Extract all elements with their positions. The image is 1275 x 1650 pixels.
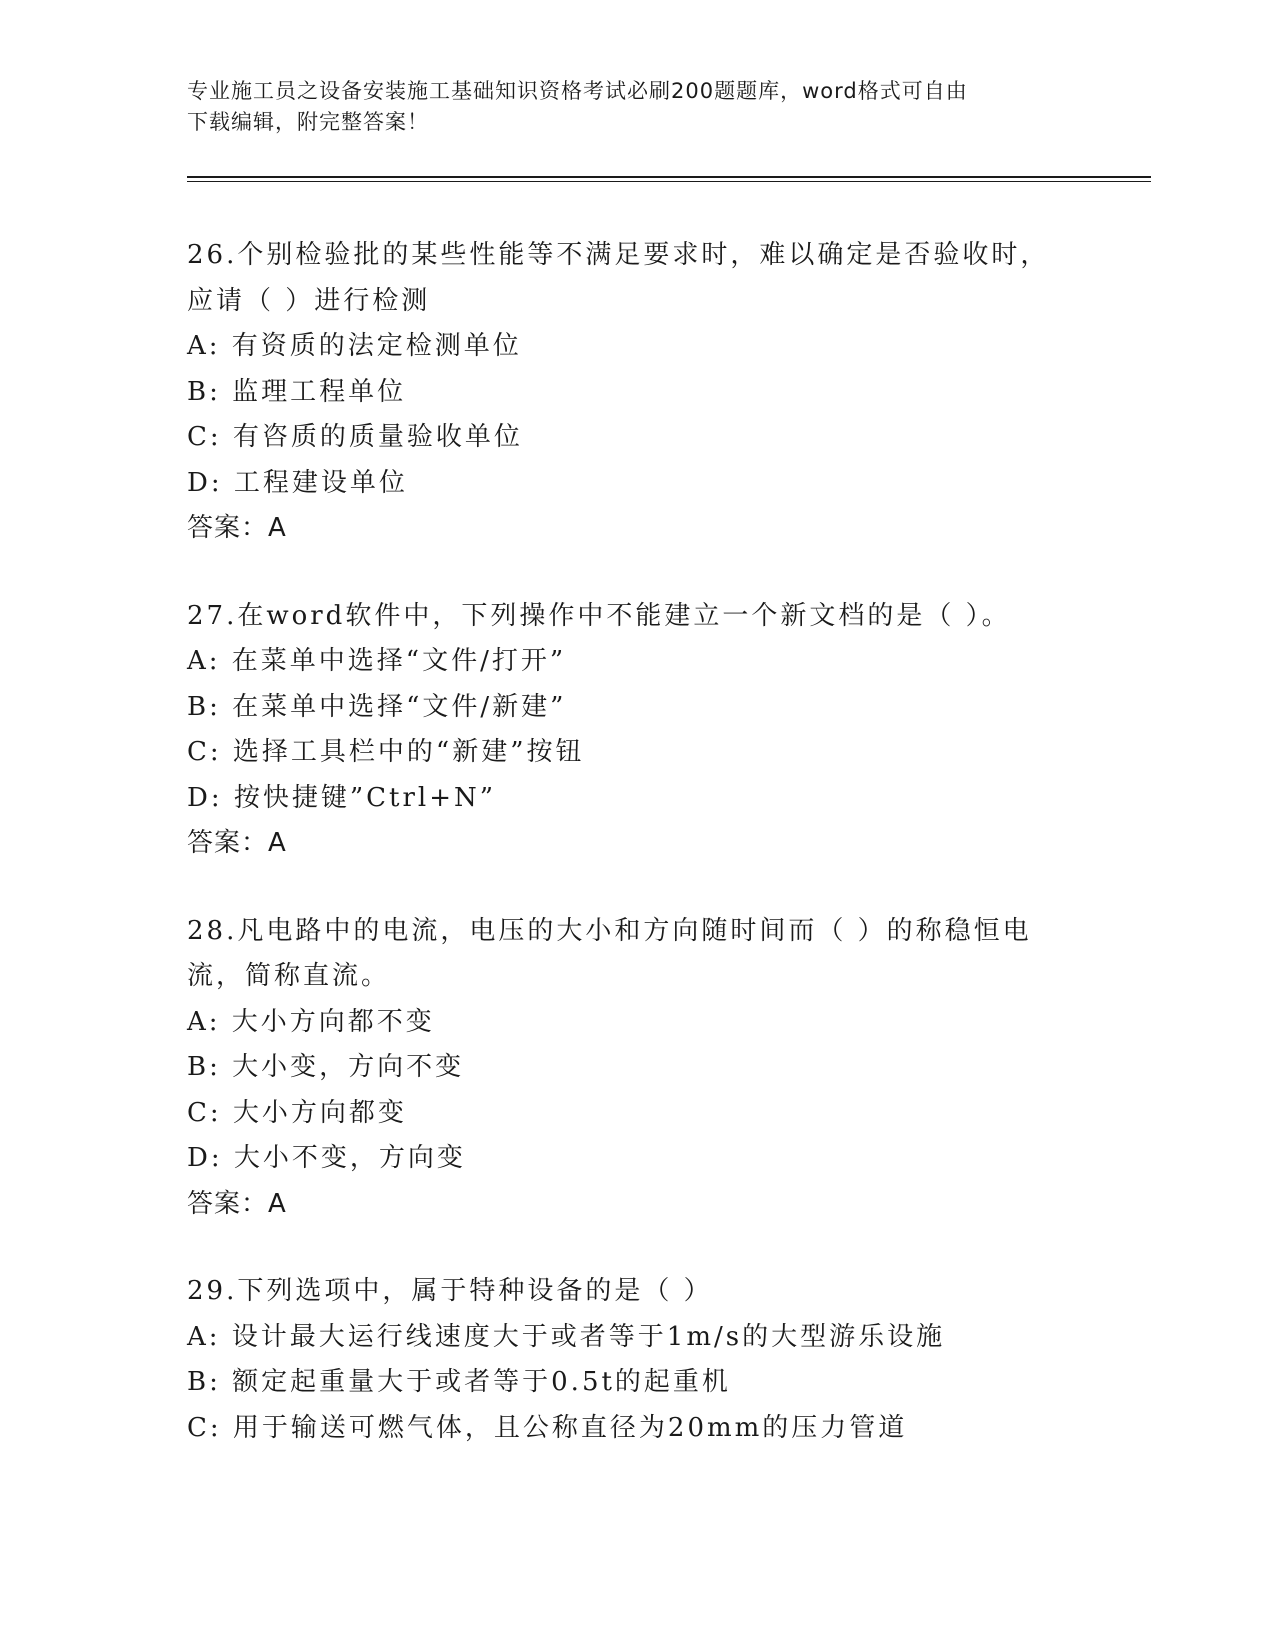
answer-label: 答案：A (187, 828, 287, 858)
question-text: 28.凡电路中的电流，电压的大小和方向随时间而（ ）的称稳恒电流，简称直流。 (187, 915, 1032, 991)
question-text: 29.下列选项中，属于特种设备的是（ ） (187, 1276, 713, 1306)
document-header (187, 76, 1067, 138)
option-c: C: 用于输送可燃气体，且公称直径为20mm的压力管道 (187, 1412, 908, 1443)
header-line-1: 专业施工员之设备安装施工基础知识资格考试必刷200题题库，word格式可自由 (187, 79, 968, 103)
option-a: A: 大小方向都不变 (187, 1006, 435, 1037)
option-a: A: 设计最大运行线速度大于或者等于1m/s的大型游乐设施 (187, 1321, 946, 1352)
option-b: B: 监理工程单位 (187, 376, 407, 407)
option-d: D: 工程建设单位 (187, 467, 408, 498)
question-29 (187, 1269, 1087, 1451)
header-rule-thick (187, 176, 1151, 178)
answer-label: 答案：A (187, 513, 287, 543)
option-c: C: 大小方向都变 (187, 1097, 407, 1128)
question-28 (187, 909, 1087, 1228)
option-c: C: 有咨质的质量验收单位 (187, 422, 523, 452)
question-26 (187, 233, 1087, 552)
option-d: D: 大小不变，方向变 (187, 1143, 466, 1173)
option-a: A: 在菜单中选择“文件/打开” (187, 646, 567, 676)
option-c: C: 选择工具栏中的“新建”按钮 (187, 737, 585, 767)
option-d: D: 按快捷键”Ctrl+N” (187, 782, 497, 813)
question-text: 26.个别检验批的某些性能等不满足要求时，难以确定是否验收时，应请（ ）进行检测 (187, 240, 1050, 316)
header-rule-thin (187, 181, 1151, 182)
option-b: B: 大小变，方向不变 (187, 1052, 465, 1082)
question-list (187, 233, 1087, 1493)
question-27 (187, 594, 1087, 867)
question-text: 27.在word软件中，下列操作中不能建立一个新文档的是（ ）。 (187, 600, 1011, 631)
header-line-2: 下载编辑，附完整答案！ (187, 110, 429, 134)
option-b: B: 额定起重量大于或者等于0.5t的起重机 (187, 1367, 731, 1397)
answer-label: 答案：A (187, 1188, 287, 1219)
option-a: A: 有资质的法定检测单位 (187, 331, 522, 361)
option-b: B: 在菜单中选择“文件/新建” (187, 691, 567, 722)
